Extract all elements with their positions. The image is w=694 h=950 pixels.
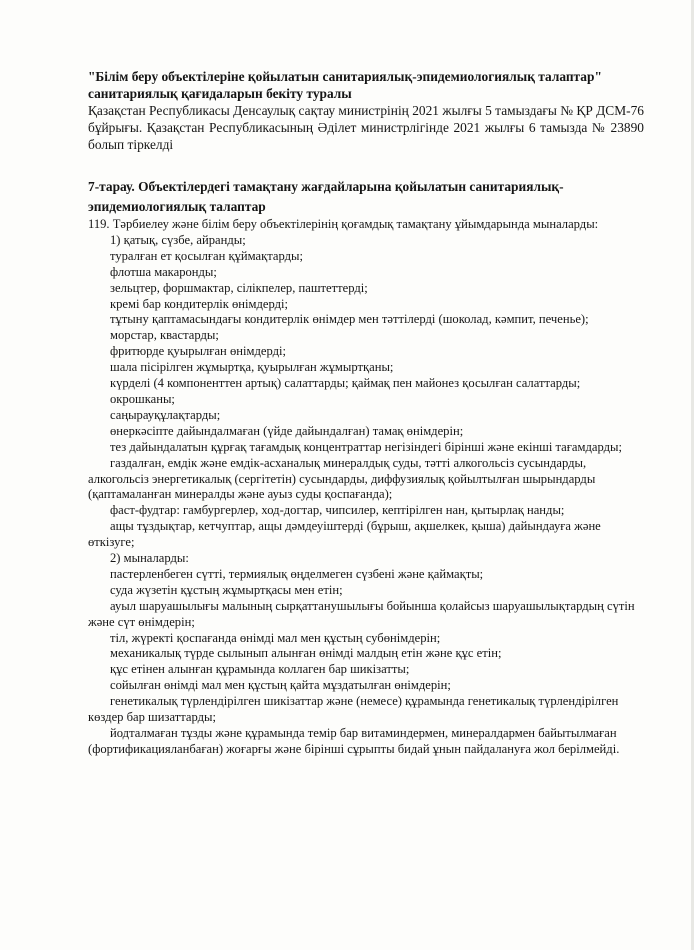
list-item: 1) қатық, сүзбе, айранды; — [110, 232, 246, 247]
list-item: йодталмаған тұзды және құрамында темір бар витаминдермен, минералдармен байытылмаған (фортификацияланбаған) жоғарғы және бірінші сұрыпты бидай ұнын пайдалануға жол берілмейді. — [88, 726, 620, 756]
list-item: ащы тұздықтар, кетчуптар, ащы дәмдеуіштерді (бұрыш, ақшелкек, қыша) дайындауға және өткізуге; — [88, 519, 601, 550]
list-item: флотша макаронды; — [110, 264, 217, 279]
list-item: фритюрде қуырылған өнімдерді; — [110, 344, 286, 359]
paragraph-119-intro: 119. Тәрбиелеу және білім беру объектілерінің қоғамдық тамақтану ұйымдарында мыналарды: — [88, 217, 599, 231]
list-item: морстар, квастарды; — [110, 328, 219, 343]
list-item: 2) мыналарды: — [110, 551, 189, 566]
list-item: окрошканы; — [110, 391, 175, 406]
section-119 — [88, 217, 644, 758]
document-body — [88, 68, 644, 758]
list-item: пастерленбеген сүтті, термиялық өңделмеген сүзбені және қаймақты; — [110, 566, 484, 581]
prohibited-list-1 — [88, 233, 644, 551]
list-item: ауыл шаруашылығы малының сырқаттанушылығы бойынша қолайсыз шаруашылықтардың сүтін және сүт өнімдерін; — [88, 598, 635, 629]
list-item: зельцтер, форшмактар, сілікпелер, паштеттерді; — [110, 280, 368, 295]
order-reference: Қазақстан Республикасы Денсаулық сақтау министрінің 2021 жылғы 5 тамыздағы № ҚР ДСМ-76 бұйрығы. Қазақстан Республикасының Әділет министрлігінде 2021 жылғы 6 тамызда № 23890 болып тіркелді — [88, 103, 644, 152]
list-item: туралған ет қосылған құймақтарды; — [110, 248, 304, 263]
chapter-heading: 7-тарау. Объектілердегі тамақтану жағдайларына қойылатын санитариялық-эпидемиологиялық талаптар — [88, 179, 564, 214]
list-item: күрделі (4 компоненттен артық) салаттарды; қаймақ пен майонез қосылған салаттарды; — [110, 376, 581, 391]
list-item: тез дайындалатын құрғақ тағамдық концентраттар негізіндегі бірінші және екінші тағамдарды; — [110, 439, 622, 454]
title-line-2: санитариялық қағидаларын бекіту туралы — [88, 86, 352, 101]
list-item: саңырауқұлақтарды; — [110, 407, 221, 422]
list-item: құс етінен алынған құрамында коллаген бар шикізатты; — [110, 662, 410, 677]
prohibited-list-2 — [88, 551, 644, 758]
list-item: суда жүзетін құстың жұмыртқасы мен етін; — [110, 582, 343, 597]
title-line-1: "Білім беру объектілеріне қойылатын санитариялық-эпидемиологиялық талаптар" — [88, 69, 602, 84]
list-item: шала пісірілген жұмыртқа, қуырылған жұмыртқаны; — [110, 360, 394, 375]
list-item: фаст-фудтар: гамбургерлер, ход-догтар, чипсилер, кептірілген нан, қытырлақ нанды; — [110, 503, 565, 518]
list-item: тіл, жүректі қоспағанда өнімді мал мен құстың субөнімдерін; — [110, 630, 441, 645]
list-item: генетикалық түрлендірілген шикізаттар және (немесе) құрамында генетикалық түрлендірілген көздер бар шизаттарды; — [88, 694, 619, 725]
document-title — [88, 68, 644, 102]
list-item: өнеркәсіпте дайындалмаған (үйде дайындалған) тамақ өнімдерін; — [110, 423, 464, 438]
list-item: тұтыну қаптамасындағы кондитерлік өнімдер мен тәттілерді (шоколад, кәмпит, печенье); — [110, 312, 589, 327]
list-item: кремі бар кондитерлік өнімдерді; — [110, 296, 289, 311]
list-item: механикалық түрде сылынып алынған өнімді малдың етін және құс етін; — [110, 646, 502, 661]
list-item: газдалған, емдік және емдік-асханалық минералдық суды, тәтті алкогольсіз сусындарды, алкогольсіз энергетикалық (сергітетін) сусындарды, диффузиялық қойылтылған шырындарды (қаптамаланған минералды және ауыз суды қоспағанда); — [88, 455, 596, 502]
list-item: сойылған өнімді мал мен құстың қайта мұздатылған өнімдерін; — [110, 678, 451, 693]
